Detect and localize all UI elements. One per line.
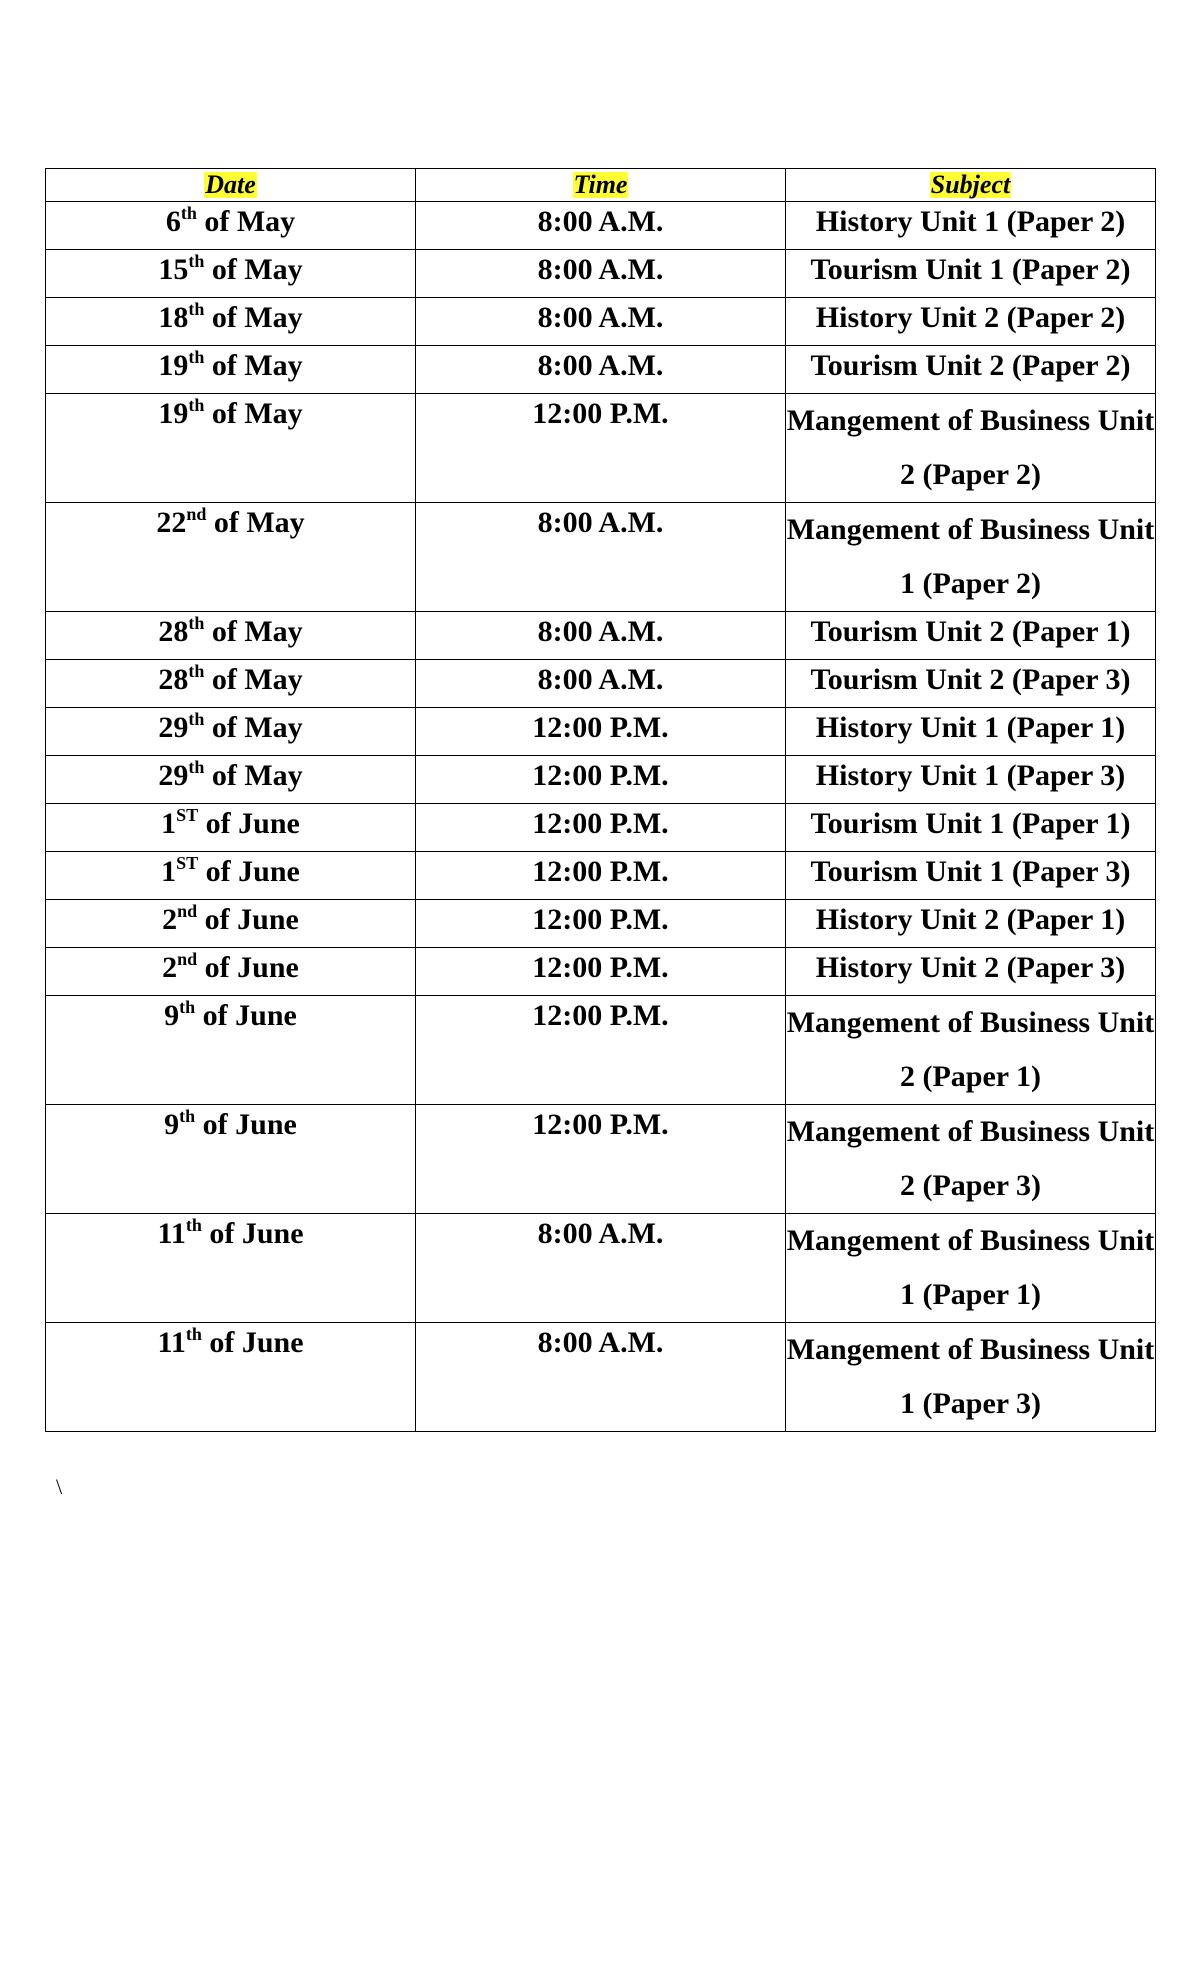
table-row (46, 202, 1156, 250)
date-month: of June (201, 1326, 304, 1359)
table-row (46, 346, 1156, 394)
date-ordinal-suffix: th (185, 1215, 202, 1235)
date-cell (46, 1105, 416, 1214)
date-month: of June (195, 999, 297, 1032)
time-cell: 12:00 P.M. (416, 948, 786, 996)
time-cell: 12:00 P.M. (416, 708, 786, 756)
subject-cell: History Unit 1 (Paper 3) (786, 756, 1156, 804)
date-cell (46, 202, 416, 250)
subject-cell: Tourism Unit 2 (Paper 2) (786, 346, 1156, 394)
date-cell (46, 660, 416, 708)
date-ordinal-suffix: ST (176, 853, 199, 873)
date-ordinal-suffix: th (188, 347, 205, 367)
table-row (46, 394, 1156, 503)
schedule-rows (46, 202, 1156, 1432)
date-cell (46, 900, 416, 948)
date-month: of June (197, 951, 299, 984)
subject-cell: Tourism Unit 1 (Paper 2) (786, 250, 1156, 298)
subject-header (786, 169, 1156, 202)
date-cell (46, 948, 416, 996)
date-ordinal-suffix: nd (186, 504, 207, 524)
date-month: of May (204, 759, 303, 792)
date-header (46, 169, 416, 202)
date-day: 15 (158, 253, 189, 286)
date-ordinal-suffix: ST (176, 805, 199, 825)
date-month: of May (206, 506, 305, 539)
subject-cell: History Unit 2 (Paper 1) (786, 900, 1156, 948)
subject-cell: History Unit 2 (Paper 2) (786, 298, 1156, 346)
subject-cell: Mangement of Business Unit 2 (Paper 3) (786, 1105, 1156, 1214)
date-day: 11 (157, 1217, 186, 1250)
date-cell (46, 503, 416, 612)
subject-cell: Tourism Unit 2 (Paper 3) (786, 660, 1156, 708)
date-cell (46, 756, 416, 804)
time-cell: 8:00 A.M. (416, 1214, 786, 1323)
date-day: 1 (161, 807, 177, 840)
date-day: 18 (158, 301, 189, 334)
date-cell (46, 996, 416, 1105)
header-row (46, 169, 1156, 202)
date-month: of May (204, 301, 303, 334)
subject-cell: Mangement of Business Unit 2 (Paper 1) (786, 996, 1156, 1105)
stray-backslash: \ (56, 1474, 63, 1499)
date-ordinal-suffix: th (185, 1324, 202, 1344)
date-month: of May (204, 711, 303, 744)
date-month: of June (201, 1217, 304, 1250)
date-day: 22 (156, 506, 187, 539)
date-cell (46, 612, 416, 660)
date-ordinal-suffix: th (188, 251, 205, 271)
table-row (46, 948, 1156, 996)
subject-cell: Tourism Unit 2 (Paper 1) (786, 612, 1156, 660)
time-cell: 12:00 P.M. (416, 852, 786, 900)
date-day: 11 (157, 1326, 186, 1359)
time-cell: 8:00 A.M. (416, 202, 786, 250)
subject-cell: History Unit 1 (Paper 2) (786, 202, 1156, 250)
time-cell: 12:00 P.M. (416, 996, 786, 1105)
date-cell (46, 250, 416, 298)
date-month: of May (204, 663, 303, 696)
date-ordinal-suffix: th (188, 299, 205, 319)
date-ordinal-suffix: nd (177, 901, 198, 921)
date-cell (46, 1214, 416, 1323)
table-row (46, 1323, 1156, 1432)
date-month: of May (204, 615, 303, 648)
date-ordinal-suffix: th (188, 709, 205, 729)
exam-schedule-table (45, 168, 1156, 1432)
date-ordinal-suffix: th (188, 395, 205, 415)
table-row (46, 298, 1156, 346)
time-cell: 8:00 A.M. (416, 612, 786, 660)
time-cell: 8:00 A.M. (416, 298, 786, 346)
time-cell: 8:00 A.M. (416, 503, 786, 612)
subject-cell: Mangement of Business Unit 1 (Paper 1) (786, 1214, 1156, 1323)
table-row (46, 996, 1156, 1105)
time-cell: 12:00 P.M. (416, 756, 786, 804)
date-day: 9 (164, 1108, 180, 1141)
date-day: 28 (158, 663, 189, 696)
date-cell (46, 394, 416, 503)
table-row (46, 852, 1156, 900)
time-header (416, 169, 786, 202)
date-day: 6 (165, 205, 181, 238)
table-row (46, 612, 1156, 660)
date-month: of May (204, 397, 303, 430)
table-row (46, 804, 1156, 852)
table-row (46, 250, 1156, 298)
date-month: of May (204, 253, 303, 286)
time-cell: 8:00 A.M. (416, 660, 786, 708)
table-row (46, 900, 1156, 948)
subject-cell: Mangement of Business Unit 1 (Paper 3) (786, 1323, 1156, 1432)
time-cell: 12:00 P.M. (416, 804, 786, 852)
table-row (46, 503, 1156, 612)
date-day: 1 (161, 855, 177, 888)
date-cell (46, 298, 416, 346)
subject-header-label: Subject (930, 170, 1011, 199)
table-row (46, 708, 1156, 756)
date-header-label: Date (205, 170, 256, 199)
subject-cell: Mangement of Business Unit 1 (Paper 2) (786, 503, 1156, 612)
table-row (46, 1214, 1156, 1323)
time-cell: 8:00 A.M. (416, 1323, 786, 1432)
date-cell (46, 1323, 416, 1432)
date-day: 2 (162, 951, 178, 984)
date-day: 29 (158, 759, 189, 792)
date-month: of May (196, 205, 296, 238)
date-cell (46, 852, 416, 900)
date-month: of June (198, 807, 300, 840)
table-row (46, 660, 1156, 708)
time-cell: 8:00 A.M. (416, 250, 786, 298)
date-ordinal-suffix: th (180, 203, 197, 223)
subject-cell: Mangement of Business Unit 2 (Paper 2) (786, 394, 1156, 503)
date-ordinal-suffix: th (188, 757, 205, 777)
date-day: 29 (158, 711, 189, 744)
table-row (46, 756, 1156, 804)
time-cell: 12:00 P.M. (416, 1105, 786, 1214)
time-cell: 12:00 P.M. (416, 900, 786, 948)
date-day: 19 (158, 397, 189, 430)
date-month: of May (204, 349, 303, 382)
date-ordinal-suffix: nd (177, 949, 198, 969)
time-cell: 8:00 A.M. (416, 346, 786, 394)
date-month: of June (195, 1108, 297, 1141)
subject-cell: Tourism Unit 1 (Paper 3) (786, 852, 1156, 900)
date-cell (46, 708, 416, 756)
date-ordinal-suffix: th (179, 1106, 196, 1126)
date-day: 9 (164, 999, 180, 1032)
subject-cell: Tourism Unit 1 (Paper 1) (786, 804, 1156, 852)
date-month: of June (197, 903, 299, 936)
subject-cell: History Unit 2 (Paper 3) (786, 948, 1156, 996)
date-ordinal-suffix: th (188, 661, 205, 681)
date-cell (46, 346, 416, 394)
date-day: 19 (158, 349, 189, 382)
table-row (46, 1105, 1156, 1214)
date-day: 2 (162, 903, 178, 936)
date-cell (46, 804, 416, 852)
date-month: of June (198, 855, 300, 888)
date-ordinal-suffix: th (179, 997, 196, 1017)
date-day: 28 (158, 615, 189, 648)
time-cell: 12:00 P.M. (416, 394, 786, 503)
time-header-label: Time (573, 170, 628, 199)
date-ordinal-suffix: th (188, 613, 205, 633)
subject-cell: History Unit 1 (Paper 1) (786, 708, 1156, 756)
